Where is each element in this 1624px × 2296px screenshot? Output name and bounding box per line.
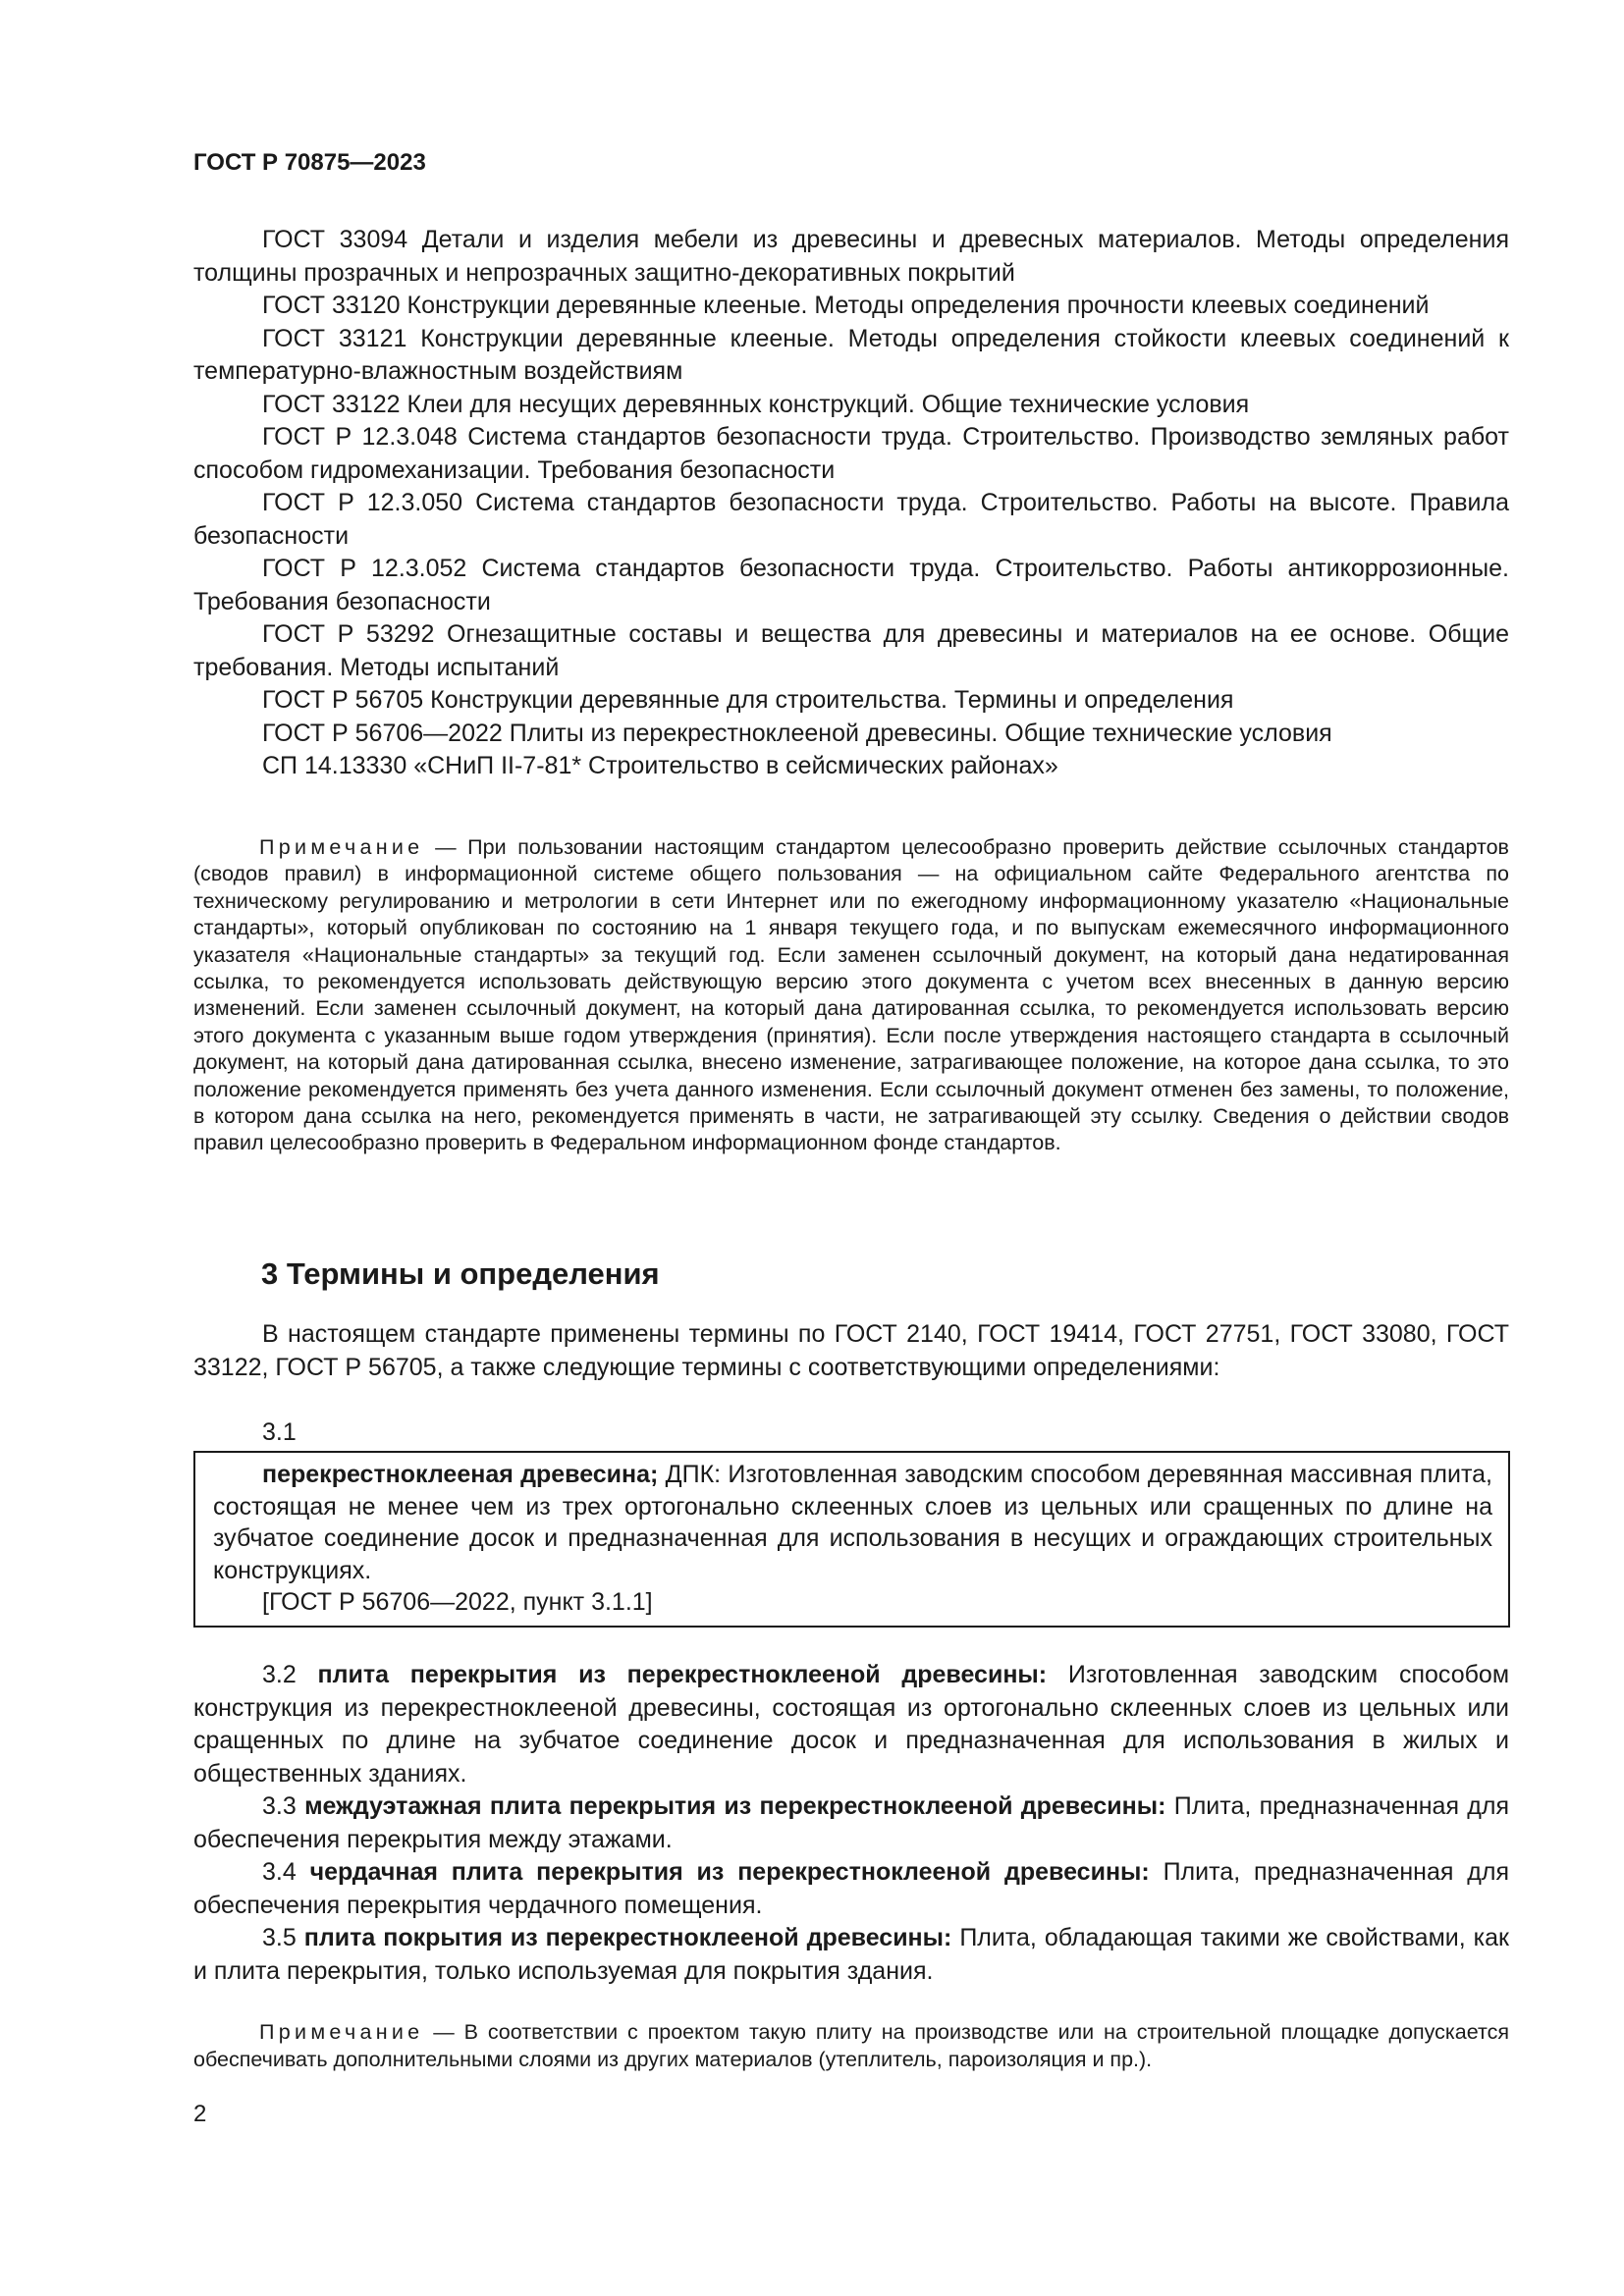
term-item: 3.5 плита покрытия из перекрестноклееной древесины: Плита, обладающая такими же свойствами, как и плита перекрытия, только используемая для покрытия здания.: [193, 1924, 1509, 1985]
note-text: — При пользовании настоящим стандартом целесообразно проверить действие ссылочных стандартов (сводов правил) в информационной системе общего пользования — на официальном сайте Федерального агентства по техническому регулированию и метрологии в сети Интернет или по ежегодному информационному указателю «Национальные стандарты», который опубликован по состоянию на 1 января текущего года, и по выпускам ежемесячного информационного указателя «Национальные стандарты» за текущий год. Если заменен ссылочный документ, на который дана недатированная ссылка, то рекомендуется использовать действующую версию этого документа с учетом всех внесенных в данную версию изменений. Если заменен ссылочный документ, на который дана датированная ссылка, то рекомендуется использовать версию этого документа с указанным выше годом утверждения (принятия). Если после утверждения настоящего стандарта в ссылочный документ, на который дана датированная ссылка, внесено изменение, затрагивающее положение, на которое дана ссылка, то это положение рекомендуется применять без учета данного изменения. Если ссылочный документ отменен без замены, то положение, в котором дана ссылка на него, рекомендуется применять в части, не затрагивающей эту ссылку. Сведения о действии сводов правил целесообразно проверить в Федеральном информационном фонде стандартов.: [193, 835, 1509, 1155]
reference-item: ГОСТ 33122 Клеи для несущих деревянных конструкций. Общие технические условия: [262, 390, 1250, 418]
term-name: плита перекрытия из перекрестноклееной древесины:: [317, 1661, 1048, 1688]
reference-item: ГОСТ Р 53292 Огнезащитные составы и вещества для древесины и материалов на ее основе. Общие требования. Методы испытаний: [193, 620, 1510, 681]
terms-note: [193, 2018, 1509, 2073]
standard-code-header: ГОСТ Р 70875—2023: [193, 149, 426, 176]
reference-item: ГОСТ 33121 Конструкции деревянные клееные. Методы определения стойкости клеевых соединений к температурно-влажностным воздействиям: [193, 324, 1509, 385]
reference-item: ГОСТ 33094 Детали и изделия мебели из древесины и древесных материалов. Методы определения толщины прозрачных и непрозрачных защитно-декоративных покрытий: [193, 226, 1509, 287]
normative-references-list: [193, 224, 1509, 783]
note-text: — В соответствии с проектом такую плиту на производстве или на строительной площадке допускается обеспечивать дополнительными слоями из других материалов (утеплитель, пароизоляция и пр.).: [193, 2020, 1509, 2071]
page-number: 2: [193, 2101, 207, 2127]
note-label: Примечание: [259, 835, 424, 859]
reference-item: ГОСТ Р 12.3.052 Система стандартов безопасности труда. Строительство. Работы антикоррозионные. Требования безопасности: [193, 555, 1509, 615]
term-name: междуэтажная плита перекрытия из перекрестноклееной древесины:: [304, 1792, 1166, 1820]
term-name: плита покрытия из перекрестноклееной древесины:: [303, 1924, 952, 1951]
term-name: перекрестноклееная древесина;: [262, 1461, 659, 1488]
terms-list: [193, 1659, 1509, 1988]
reference-item: ГОСТ 33120 Конструкции деревянные клееные. Методы определения прочности клеевых соединений: [262, 292, 1430, 319]
reference-item: СП 14.13330 «СНиП II-7-81* Строительство в сейсмических районах»: [262, 752, 1058, 779]
section-title: 3 Термины и определения: [261, 1256, 660, 1291]
term-item: 3.3 междуэтажная плита перекрытия из перекрестноклееной древесины: Плита, предназначенная для обеспечения перекрытия между этажами.: [193, 1792, 1509, 1853]
term-definition: перекрестноклееная древесина; ДПК: Изготовленная заводским способом деревянная массивная плита, состоящая не менее чем из трех ортогонально склеенных слоев из цельных или сращенных по длине на зубчатое соединение досок и предназначенная для использования в несущих и ограждающих строительных конструкциях.: [213, 1461, 1492, 1584]
reference-item: ГОСТ Р 12.3.050 Система стандартов безопасности труда. Строительство. Работы на высоте. Правила безопасности: [193, 489, 1509, 550]
quoted-term-box: [193, 1451, 1510, 1628]
note-label: Примечание: [259, 2020, 424, 2044]
term-source: [ГОСТ Р 56706—2022, пункт 3.1.1]: [262, 1588, 653, 1616]
term-name: чердачная плита перекрытия из перекрестноклееной древесины:: [309, 1858, 1150, 1886]
term-item: 3.2 плита перекрытия из перекрестноклееной древесины: Изготовленная заводским способом конструкция из перекрестноклееной древесины, состоящая из ортогонально склеенных слоев из цельных или сращенных по длине на зубчатое соединение досок и предназначенная для использования в жилых и общественных зданиях.: [193, 1661, 1510, 1788]
references-note: [193, 834, 1509, 1157]
term-number: 3.1: [262, 1418, 297, 1446]
reference-item: ГОСТ Р 56705 Конструкции деревянные для строительства. Термины и определения: [262, 686, 1234, 714]
term-item: 3.4 чердачная плита перекрытия из перекрестноклееной древесины: Плита, предназначенная для обеспечения перекрытия чердачного помещения.: [193, 1858, 1509, 1919]
reference-item: ГОСТ Р 12.3.048 Система стандартов безопасности труда. Строительство. Производство земляных работ способом гидромеханизации. Требования безопасности: [193, 423, 1509, 484]
section-intro: В настоящем стандарте применены термины по ГОСТ 2140, ГОСТ 19414, ГОСТ 27751, ГОСТ 33080, ГОСТ 33122, ГОСТ Р 56705, а также следующие термины с соответствующими определениями:: [193, 1320, 1509, 1381]
reference-item: ГОСТ Р 56706—2022 Плиты из перекрестноклееной древесины. Общие технические условия: [262, 719, 1332, 747]
